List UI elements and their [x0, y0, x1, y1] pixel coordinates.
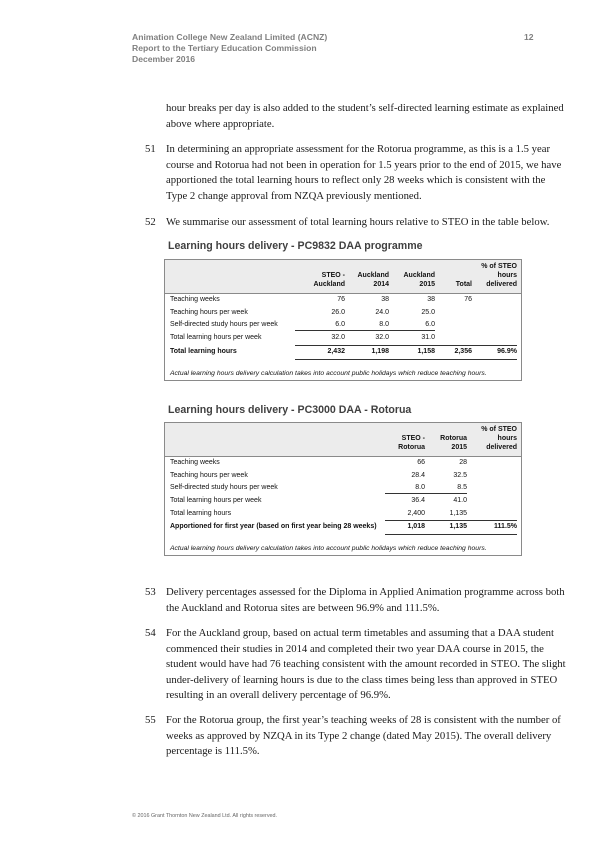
table2-cell: 8.5: [457, 484, 467, 492]
table1-cell: 31.0: [421, 334, 435, 342]
table2-col-percent: [468, 425, 517, 452]
table1-col-percent-line2: hours: [497, 272, 517, 279]
table2-cell: 28: [459, 459, 467, 466]
table1-total-row: [165, 345, 521, 360]
paragraph-54-number: 54: [145, 627, 156, 639]
table2-col-2015-line2: 2015: [451, 444, 467, 451]
table1-total-top-rule: [295, 345, 517, 346]
table1-col-2015-line2: 2015: [419, 281, 435, 288]
table1-col-total: Total: [455, 281, 472, 288]
paragraph-55: For the Rotorua group, the first year’s teaching weeks of 28 is consistent with the number of weeks as approved by NZQA in its Type 2 change (dated May 2015). The overall delivery percentage is 111.5%.: [166, 714, 561, 757]
table1: [164, 259, 522, 381]
table1-col-percent-line3: delivered: [486, 281, 517, 288]
table2-row-label: Teaching hours per week: [170, 471, 248, 479]
header-company: Animation College New Zealand Limited (ACNZ): [132, 32, 328, 42]
header-report: Report to the Tertiary Education Commission: [132, 43, 317, 53]
table1-row: [165, 294, 521, 307]
table2-cell: 41.0: [453, 497, 467, 505]
table1-cell: 1,198: [371, 347, 389, 355]
table2-cell: 36.4: [411, 497, 425, 505]
table2-col-2015: [427, 434, 467, 452]
table2-row-label: Teaching weeks: [170, 459, 220, 466]
table1-row: [165, 332, 521, 345]
header-date: December 2016: [132, 54, 196, 64]
table2: [164, 422, 522, 556]
table2-row: [165, 482, 521, 495]
table2-total-bottom-rule: [385, 534, 517, 535]
table2-row: [165, 457, 521, 470]
table1-cell: 32.0: [331, 334, 345, 342]
table1-cell: 6.0: [425, 321, 435, 329]
table1-col-2015-line1: Auckland: [403, 272, 435, 279]
table1-row: [165, 319, 521, 332]
table2-row: [165, 470, 521, 483]
paragraph-55-number: 55: [145, 714, 156, 726]
table1-cell: 2,432: [327, 347, 345, 355]
table1-col-percent-line1: % of STEO: [481, 263, 517, 270]
table2-total-row: [165, 520, 521, 535]
table1-col-2014-line2: 2014: [373, 281, 389, 288]
table2-col-percent-line2: hours: [497, 435, 517, 442]
table1-cell: 76: [464, 296, 472, 303]
table2-col-2015-line1: Rotorua: [440, 435, 467, 442]
table2-cell: 8.0: [415, 484, 425, 492]
table1-cell: 76: [337, 296, 345, 303]
table2-note: Actual learning hours delivery calculation takes into account public holidays which reduce teaching hours.: [170, 545, 487, 553]
table2-cell: 28.4: [411, 471, 425, 479]
table2-header: [165, 423, 521, 457]
table1-col-steo-line2: Auckland: [313, 281, 345, 288]
paragraph-continuation: hour breaks per day is also added to the student’s self-directed learning estimate as explained above where appropriate.: [166, 102, 564, 130]
table2-col-percent-line1: % of STEO: [481, 426, 517, 433]
table1-col-2015: [391, 271, 435, 289]
table1-cell: 38: [381, 296, 389, 303]
table1-col-percent: [470, 262, 517, 289]
table2-row-label: Total learning hours per week: [170, 497, 262, 505]
paragraph-54: For the Auckland group, based on actual term timetables and assuming that a DAA student commenced their studies in 2014 and completed their two year DAA course in 2015, the student would have had 76 teaching consistent with the amount recorded in STEO. The slight under-delivery of learning hours is due to the class times being less than approved in STEO resulting in an overall delivery percentage of 96.9%.: [166, 627, 566, 701]
table1-row-label: Total learning hours: [170, 347, 237, 355]
table2-col-steo: [375, 434, 425, 452]
table1-cell: 38: [427, 296, 435, 303]
table2-row-label: Apportioned for first year (based on first year being 28 weeks): [170, 523, 377, 531]
table2-cell: 1,135: [449, 523, 467, 531]
paragraph-51: In determining an appropriate assessment for the Rotorua programme, as this is a 1.5 year course and Rotorua had not been in operation for 1.5 years prior to the end of 2015, we have apportioned the total learning hours to reflect only 28 weeks which is consistent with the Type 2 change approval from NZQA previously mentioned.: [166, 143, 562, 202]
table2-col-percent-line3: delivered: [486, 444, 517, 451]
table1-cell: 96.9%: [497, 347, 517, 355]
table2-cell: 32.5: [453, 471, 467, 479]
table1-cell: 24.0: [375, 308, 389, 316]
table1-row-label: Total learning hours per week: [170, 334, 262, 342]
table2-cell: 1,018: [407, 523, 425, 531]
table2-cell: 2,400: [407, 509, 425, 517]
table2-row: [165, 495, 521, 508]
table1-cell: 32.0: [375, 334, 389, 342]
table1-cell: 8.0: [379, 321, 389, 329]
page-header: [132, 32, 327, 65]
paragraph-52: We summarise our assessment of total learning hours relative to STEO in the table below.: [166, 216, 550, 228]
table1-cell: 1,158: [417, 347, 435, 355]
table1-total-bottom-rule: [295, 359, 517, 360]
table2-cell: 1,135: [449, 509, 467, 517]
table1-cell: 2,356: [454, 347, 472, 355]
table2-row: [165, 508, 521, 521]
paragraph-52-number: 52: [145, 216, 156, 228]
page-number: 12: [524, 32, 534, 42]
table2-total-top-rule: [385, 520, 517, 521]
table2-row-label: Self-directed study hours per week: [170, 484, 278, 492]
paragraph-53: Delivery percentages assessed for the Diploma in Applied Animation programme across both the Auckland and Rotorua sites are between 96.9% and 111.5%.: [166, 586, 565, 614]
table1-header: [165, 260, 521, 294]
table1-row: [165, 307, 521, 320]
table1-col-2014-line1: Auckland: [357, 272, 389, 279]
table2-col-steo-line1: STEO -: [401, 435, 425, 442]
table1-col-2014: [347, 271, 389, 289]
table2-col-steo-line2: Rotorua: [398, 444, 425, 451]
table1-note: Actual learning hours delivery calculation takes into account public holidays which reduce teaching hours.: [170, 369, 487, 377]
table1-row-label: Teaching weeks: [170, 296, 220, 303]
table2-cell: 66: [417, 459, 425, 466]
table1-cell: 25.0: [421, 308, 435, 316]
table1-col-steo: [295, 271, 345, 289]
table1-cell: 6.0: [335, 321, 345, 329]
table2-title: Learning hours delivery - PC3000 DAA - Rotorua: [168, 404, 412, 416]
table2-row-label: Total learning hours: [170, 509, 232, 517]
table1-cell: 26.0: [331, 308, 345, 316]
table1-row-label: Self-directed study hours per week: [170, 321, 278, 329]
paragraph-53-number: 53: [145, 586, 156, 598]
table1-col-steo-line1: STEO -: [321, 272, 345, 279]
copyright-footer: © 2016 Grant Thornton New Zealand Ltd. All rights reserved.: [132, 813, 278, 819]
table2-cell: 111.5%: [494, 523, 517, 531]
paragraph-51-number: 51: [145, 143, 156, 155]
table1-title: Learning hours delivery - PC9832 DAA programme: [168, 240, 423, 252]
table1-row-label: Teaching hours per week: [170, 308, 248, 316]
